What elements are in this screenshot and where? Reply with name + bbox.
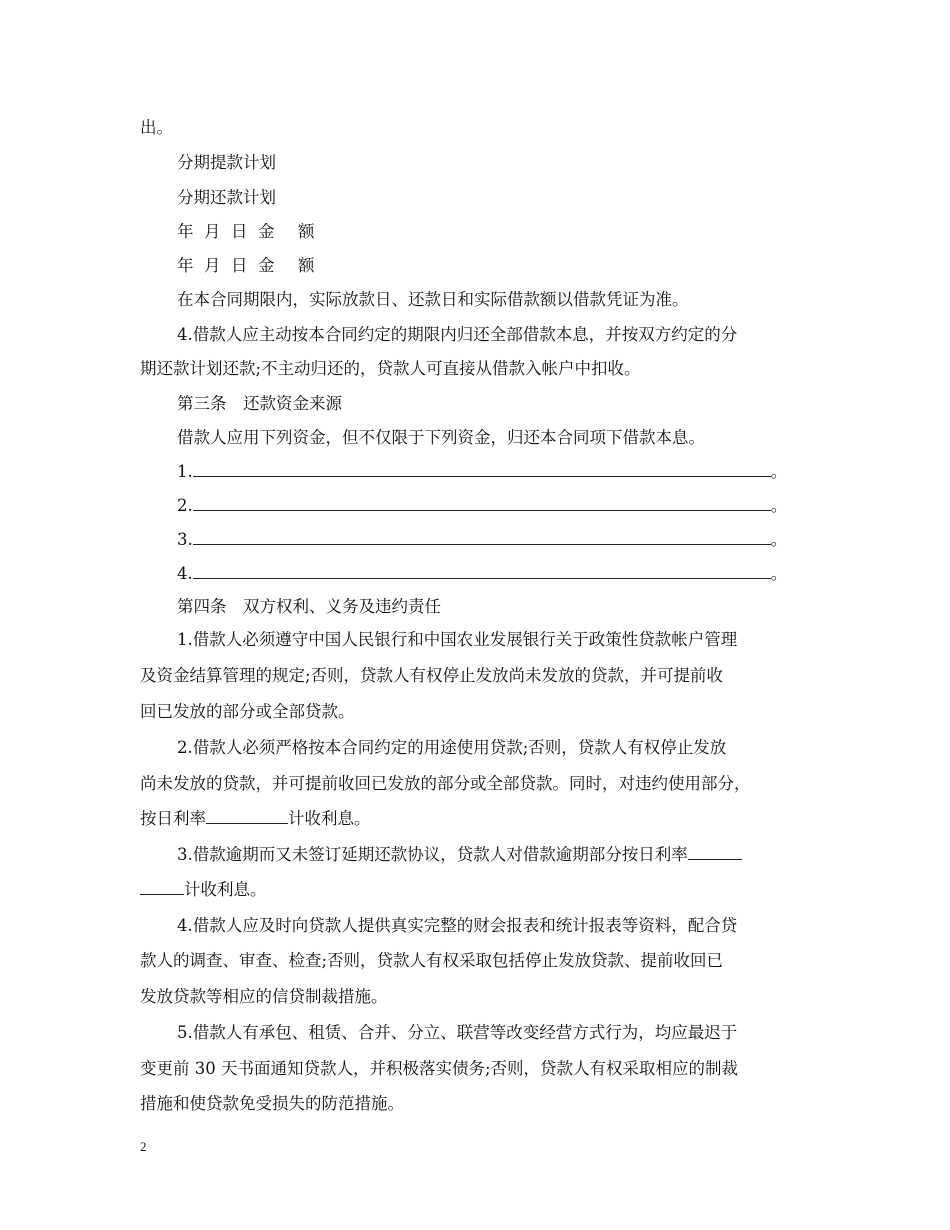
fund-source-line-1 xyxy=(177,462,787,482)
fill-blank xyxy=(193,564,771,579)
fund-source-line-3 xyxy=(177,530,787,550)
heading-repayment-plan: 分期还款计划 xyxy=(177,188,276,207)
fill-blank xyxy=(193,530,771,545)
interest-rate-line xyxy=(140,809,371,829)
interest-text: 计收利息。 xyxy=(288,809,371,828)
period: 。 xyxy=(770,462,788,481)
fill-blank xyxy=(140,880,184,895)
text-line: 在本合同期限内，实际放款日、还款日和实际借款额以借款凭证为准。 xyxy=(177,290,689,309)
date-amount-row xyxy=(177,222,315,242)
text-line: 期还款计划还款;不主动归还的，贷款人可直接从借款入帐户中扣收。 xyxy=(140,359,641,378)
year-label: 年 xyxy=(177,256,194,275)
month-label: 月 xyxy=(204,222,221,241)
item-number: 3. xyxy=(177,530,193,549)
text-line: 尚未发放的贷款，并可提前收回已发放的部分或全部贷款。同时，对违约使用部分， xyxy=(140,774,751,793)
text-line: 2.借款人必须严格按本合同约定的用途使用贷款;否则，贷款人有权停止发放 xyxy=(177,738,727,757)
item-number: 2. xyxy=(177,496,193,515)
text-line: 出。 xyxy=(140,118,173,137)
item-number: 1. xyxy=(177,462,193,481)
fill-blank xyxy=(206,809,288,824)
heading-drawdown-plan: 分期提款计划 xyxy=(177,153,276,172)
text-line: 回已发放的部分或全部贷款。 xyxy=(140,702,355,721)
fill-blank xyxy=(688,845,742,860)
amount-label-1: 金 xyxy=(258,222,275,241)
text-line: 款人的调查、审查、检查;否则，贷款人有权采取包括停止发放贷款、提前收回已 xyxy=(140,951,724,970)
overdue-line-cont xyxy=(140,880,267,900)
article-4-heading: 第四条 双方权利、义务及违约责任 xyxy=(177,597,441,616)
fund-source-line-4 xyxy=(177,564,787,584)
text-line: 借款人应用下列资金，但不仅限于下列资金，归还本合同项下借款本息。 xyxy=(177,428,705,447)
overdue-text: 3.借款逾期而又未签订延期还款协议，贷款人对借款逾期部分按日利率 xyxy=(177,845,688,864)
page-number: 2 xyxy=(140,1139,147,1154)
date-amount-row xyxy=(177,256,315,276)
text-line: 4.借款人应主动按本合同约定的期限内归还全部借款本息，并按双方约定的分 xyxy=(177,325,738,344)
text-line: 4.借款人应及时向贷款人提供真实完整的财会报表和统计报表等资料，配合贷 xyxy=(177,916,738,935)
daily-rate-label: 按日利率 xyxy=(140,809,206,828)
period: 。 xyxy=(770,564,788,583)
day-label: 日 xyxy=(231,222,248,241)
amount-label-1: 金 xyxy=(258,256,275,275)
month-label: 月 xyxy=(204,256,221,275)
amount-label-2: 额 xyxy=(298,256,315,275)
text-line: 1.借款人必须遵守中国人民银行和中国农业发展银行关于政策性贷款帐户管理 xyxy=(177,630,738,649)
period: 。 xyxy=(770,530,788,549)
overdue-line xyxy=(177,845,742,865)
amount-label-2: 额 xyxy=(298,222,315,241)
text-line: 5.借款人有承包、租赁、合并、分立、联营等改变经营方式行为，均应最迟于 xyxy=(177,1023,738,1042)
fund-source-line-2 xyxy=(177,496,787,516)
interest-text: 计收利息。 xyxy=(184,880,267,899)
fill-blank xyxy=(193,496,771,511)
text-line: 措施和使贷款免受损失的防范措施。 xyxy=(140,1094,404,1113)
fill-blank xyxy=(193,462,771,477)
article-3-heading: 第三条 还款资金来源 xyxy=(177,394,342,413)
text-line: 发放贷款等相应的信贷制裁措施。 xyxy=(140,987,388,1006)
day-label: 日 xyxy=(231,256,248,275)
text-line: 及资金结算管理的规定;否则，贷款人有权停止发放尚未发放的贷款，并可提前收 xyxy=(140,666,724,685)
item-number: 4. xyxy=(177,564,193,583)
period: 。 xyxy=(770,496,788,515)
year-label: 年 xyxy=(177,222,194,241)
text-line: 变更前 30 天书面通知贷款人，并积极落实债务;否则，贷款人有权采取相应的制裁 xyxy=(140,1059,739,1078)
